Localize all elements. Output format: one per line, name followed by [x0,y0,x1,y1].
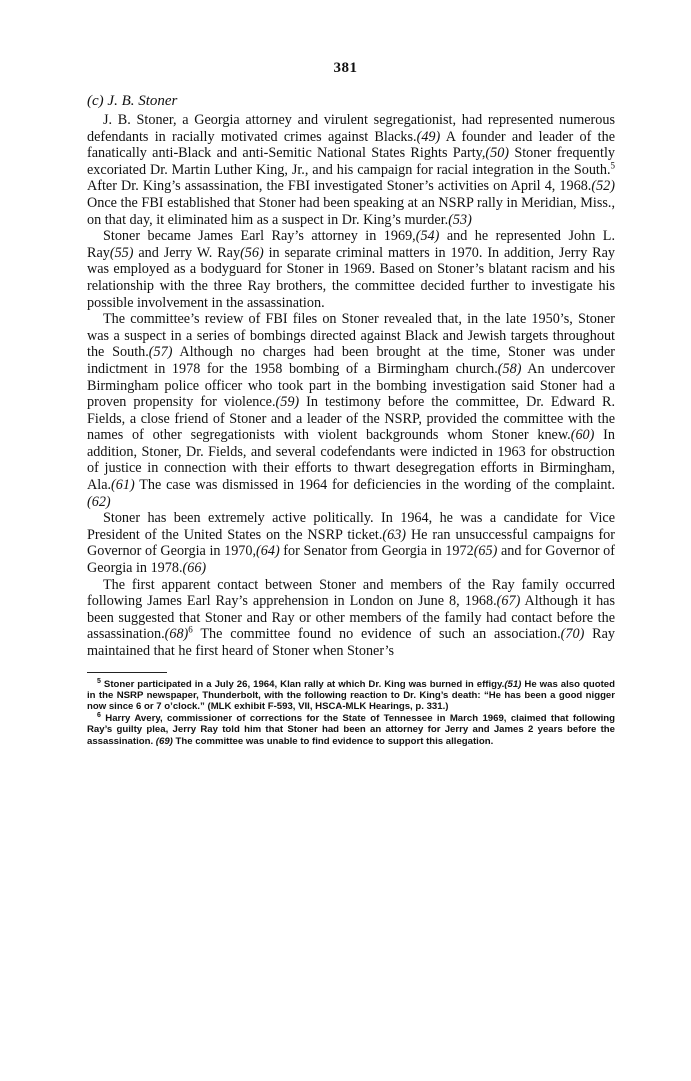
citation-ref: (51) [504,678,522,690]
citation-ref: (55) [109,244,134,261]
section-label: (c) [87,93,104,109]
citation-ref: (64) [256,543,280,560]
paragraph [87,112,615,228]
text-run: Although it has been suggested that Stoner and Ray or other members of the family had contact before the assassination. [87,593,615,643]
citation-ref: (63) [382,526,407,543]
paragraph [87,577,615,660]
text-run: and he represented John L. Ray [87,228,615,261]
citation-ref: (49) [416,128,441,145]
citation-ref: (53) [448,211,472,228]
footnote-marker: 5 [610,160,615,171]
footnote [87,679,615,713]
citation-ref: (68) [164,626,189,643]
text-run: Ray maintained that he first heard of Stoner when Stoner’s [87,626,616,659]
text-run: Harry Avery, commissioner of corrections for the State of Tennessee in March 1969, claimed that following Ray’s guilty plea, Jerry Ray told him that Stoner had been an attorney for Jerry and James 2 years before the assassination. [87,712,615,747]
text-run: J. B. Stoner, a Georgia attorney and virulent segregationist, had represented numerous defendants in racially motivated crimes against Blacks. [87,112,615,145]
citation-ref: (59) [275,394,300,411]
citation-ref: (62) [87,493,111,510]
citation-ref: (50) [485,145,510,162]
footnote-divider [87,672,167,673]
text-run: The case was dismissed in 1964 for deficiencies in the wording of the complaint. [134,477,615,494]
citation-ref: (52) [591,178,615,195]
text-run: Stoner has been extremely active politically. In 1964, he was a candidate for Vice President of the United States on the NSRP ticket. [87,510,615,543]
text-run: In addition, Stoner, Dr. Fields, and several codefendants were indicted in 1963 for obstruction of justice in connection with their efforts to thwart desegregation efforts in Birmingham, Ala. [87,427,615,494]
citation-ref: (56) [240,244,264,261]
text-run: The committee found no evidence of such an association. [192,626,561,643]
text-run: After Dr. King’s assassination, the FBI investigated Stoner’s activities on April 4, 1968. [87,178,592,195]
paragraph [87,311,615,510]
text-run: Stoner became James Earl Ray’s attorney in 1969, [103,228,416,245]
citation-ref: (61) [111,477,135,494]
footnote-marker: 5 [97,677,101,685]
page-content [87,92,615,747]
footnotes [87,679,615,747]
footnote-marker: 6 [188,624,193,635]
text-run: He ran unsuccessful campaigns for Governor of Georgia in 1970, [87,526,615,560]
citation-ref: (60) [570,427,595,444]
text-run: The committee’s review of FBI files on Stoner revealed that, in the late 1950’s, Stoner was a suspect in a series of bombings directed against Black and Jewish targets throughout the South. [87,311,615,361]
citation-ref: (58) [497,360,522,377]
section-title: J. B. Stoner [107,93,178,109]
footnote [87,713,615,747]
citation-ref: (67) [496,593,521,610]
section-heading [87,92,615,110]
text-run: in separate criminal matters in 1970. In addition, Jerry Ray was employed as a bodyguard for Stoner in 1969. Based on Stoner’s blatant racism and his relationship with the three Ray brothers, the committee decided further to investigate his possible involvement in the assassination. [87,244,616,311]
footnote-marker: 6 [97,711,101,719]
text-run: The first apparent contact between Stoner and members of the Ray family occurred following James Earl Ray’s apprehension in London on June 8, 1968. [87,576,615,610]
text-run: Although no charges had been brought at the time, Stoner was under indictment in 1978 for the 1958 bombing of a Birmingham church. [87,344,615,377]
citation-ref: (69) [153,735,173,747]
text-run: An undercover Birmingham police officer who took part in the bombing investigation said Stoner had a proven propensity for violence. [87,360,615,411]
text-run: A founder and leader of the fanatically anti-Black and anti-Semitic National States Rights Party, [87,128,615,162]
citation-ref: (65) [473,543,498,560]
citation-ref: (54) [415,228,440,245]
text-run: Stoner frequently excoriated Dr. Martin Luther King, Jr., and his campaign for racial integration in the South. [87,145,615,178]
citation-ref: (66) [182,560,207,577]
text-run: Stoner participated in a July 26, 1964, Klan rally at which Dr. King was burned in effigy. [100,678,505,690]
paragraph [87,510,615,576]
citation-ref: (57) [148,344,173,361]
body-text [87,112,615,660]
citation-ref: (70) [560,626,585,643]
text-run: and Jerry W. Ray [133,244,241,261]
text-run: The committee was unable to find evidence to support this allegation. [172,735,494,747]
text-run: He was also quoted in the NSRP newspaper, Thunderbolt, with the following reaction to Dr. King’s death: “He has been a good nigger now since 6 or 7 o’clock.” (MLK exhibit F-593, VII, HSCA-MLK Hearings, p. 331.) [87,678,615,713]
text-run: for Senator from Georgia in 1972 [279,543,474,560]
text-run: Once the FBI established that Stoner had been speaking at an NSRP rally in Meridian, Miss., on that day, it eliminated him as a suspect in Dr. King’s murder. [87,194,615,228]
text-run: In testimony before the committee, Dr. Edward R. Fields, a close friend of Stoner and a leader of the NSRP, provided the committee with the names of other segregationists with violent backgrounds whom Stoner knew. [87,394,615,444]
paragraph [87,228,615,311]
text-run: and for Governor of Georgia in 1978. [87,543,615,577]
page-number: 381 [333,60,358,76]
